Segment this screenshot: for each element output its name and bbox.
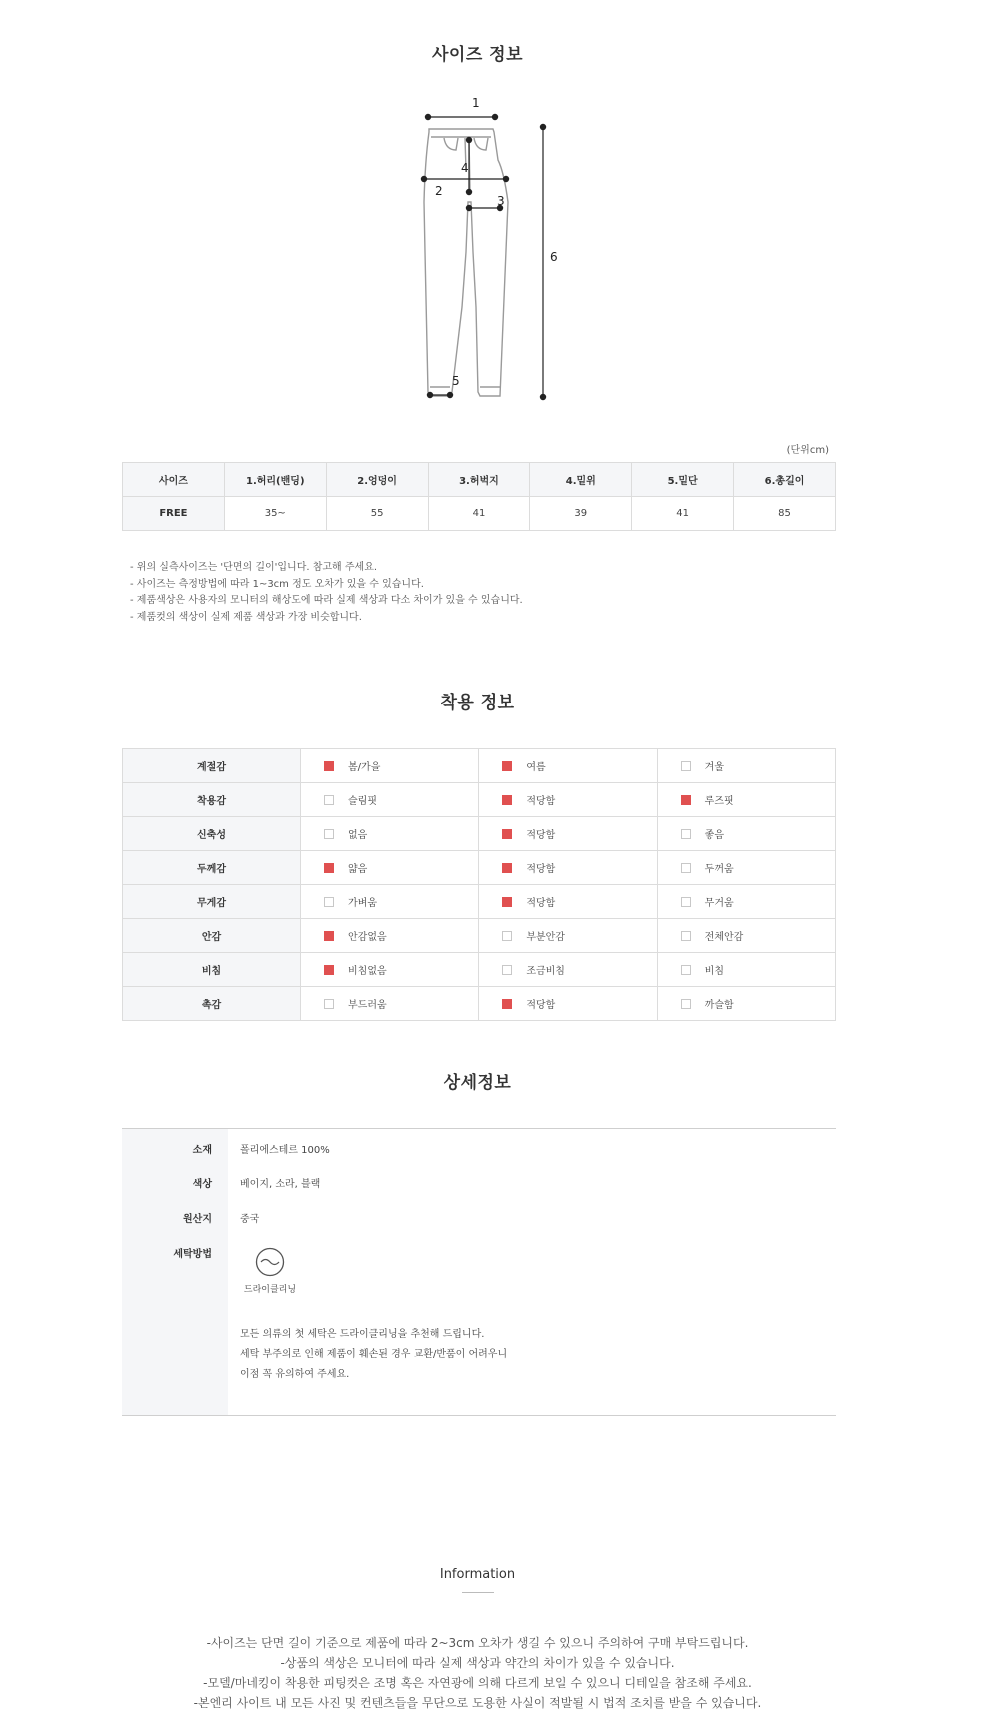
fit-option bbox=[479, 783, 657, 817]
fit-row bbox=[123, 919, 836, 953]
fit-table bbox=[122, 748, 836, 1021]
fit-option-label: 적당함 bbox=[526, 864, 556, 875]
fit-category: 신축성 bbox=[123, 817, 301, 851]
fit-category: 안감 bbox=[123, 919, 301, 953]
fit-option bbox=[479, 851, 657, 885]
size-header-cell: 3.허벅지 bbox=[428, 463, 530, 497]
fit-option-label: 비침 bbox=[704, 966, 724, 977]
detail-row-color bbox=[122, 1164, 836, 1199]
unchecked-box-icon bbox=[681, 761, 691, 771]
unchecked-box-icon bbox=[681, 965, 691, 975]
fit-row bbox=[123, 749, 836, 783]
checked-box-icon bbox=[681, 795, 691, 805]
detail-value: 중국 bbox=[240, 1214, 260, 1225]
size-header-cell: 5.밑단 bbox=[632, 463, 734, 497]
fit-option-label: 부분안감 bbox=[526, 932, 565, 943]
fit-option bbox=[479, 953, 657, 987]
fit-option bbox=[657, 749, 835, 783]
diagram-label-3: 3 bbox=[497, 194, 505, 208]
size-cell: 85 bbox=[734, 497, 836, 531]
fit-option bbox=[657, 953, 835, 987]
size-note: - 사이즈는 측정방법에 따라 1~3cm 정도 오차가 있을 수 있습니다. bbox=[130, 578, 424, 590]
diagram-label-4: 4 bbox=[461, 161, 469, 175]
unchecked-box-icon bbox=[502, 965, 512, 975]
fit-section-title: 착용 정보 bbox=[440, 693, 515, 713]
fit-row bbox=[123, 885, 836, 919]
fit-option-label: 무거움 bbox=[704, 898, 734, 909]
fit-option bbox=[479, 987, 657, 1021]
checked-box-icon bbox=[502, 761, 512, 771]
size-table-row bbox=[123, 497, 836, 531]
fit-option-label: 좋음 bbox=[704, 830, 724, 841]
fit-row bbox=[123, 987, 836, 1021]
detail-row-material bbox=[122, 1129, 836, 1164]
size-header-cell: 6.총길이 bbox=[734, 463, 836, 497]
fit-option bbox=[479, 817, 657, 851]
fit-option bbox=[301, 919, 479, 953]
fit-option-label: 두꺼움 bbox=[704, 864, 734, 875]
unchecked-box-icon bbox=[502, 931, 512, 941]
unchecked-box-icon bbox=[324, 999, 334, 1009]
unchecked-box-icon bbox=[324, 897, 334, 907]
detail-row-origin bbox=[122, 1199, 836, 1234]
fit-option bbox=[479, 885, 657, 919]
fit-option bbox=[301, 817, 479, 851]
fit-option bbox=[301, 987, 479, 1021]
size-cell: 35~ bbox=[224, 497, 326, 531]
fit-option bbox=[657, 851, 835, 885]
detail-value: 폴리에스테르 100% bbox=[240, 1145, 330, 1156]
information-divider bbox=[462, 1592, 494, 1593]
fit-option-label: 루즈핏 bbox=[704, 796, 734, 807]
fit-option bbox=[301, 749, 479, 783]
fit-option bbox=[301, 953, 479, 987]
fit-row bbox=[123, 783, 836, 817]
fit-option bbox=[301, 783, 479, 817]
size-section-title: 사이즈 정보 bbox=[431, 45, 524, 65]
size-cell: 39 bbox=[530, 497, 632, 531]
fit-option-label: 적당함 bbox=[526, 1000, 556, 1011]
unchecked-box-icon bbox=[324, 795, 334, 805]
checked-box-icon bbox=[502, 897, 512, 907]
fit-option-label: 가벼움 bbox=[348, 898, 377, 909]
diagram-label-2: 2 bbox=[435, 184, 443, 198]
wash-notes bbox=[240, 1325, 836, 1385]
fit-option-label: 얇음 bbox=[348, 864, 368, 875]
size-table bbox=[122, 462, 836, 531]
fit-option-label: 여름 bbox=[526, 762, 546, 773]
size-note: - 제품컷의 색상이 실제 제품 색상과 가장 비슷합니다. bbox=[130, 611, 362, 623]
fit-row bbox=[123, 953, 836, 987]
detail-label: 원산지 bbox=[122, 1199, 228, 1234]
fit-option bbox=[657, 783, 835, 817]
unchecked-box-icon bbox=[681, 931, 691, 941]
fit-option-label: 적당함 bbox=[526, 796, 556, 807]
fit-option-label: 봄/가을 bbox=[348, 762, 381, 773]
checked-box-icon bbox=[502, 829, 512, 839]
fit-option-label: 없음 bbox=[348, 830, 368, 841]
detail-section-title: 상세정보 bbox=[443, 1073, 512, 1093]
checked-box-icon bbox=[502, 863, 512, 873]
diagram-label-5: 5 bbox=[452, 374, 460, 388]
wash-note: 이점 꼭 유의하여 주세요. bbox=[240, 1369, 350, 1380]
fit-option bbox=[657, 817, 835, 851]
information-line: -사이즈는 단면 길이 기준으로 제품에 따라 2~3cm 오차가 생길 수 있으니 주의하여 구매 부탁드립니다. bbox=[206, 1636, 749, 1650]
size-header-cell: 4.밑위 bbox=[530, 463, 632, 497]
fit-category: 두께감 bbox=[123, 851, 301, 885]
unit-label: (단위cm) bbox=[786, 445, 829, 456]
fit-category: 착용감 bbox=[123, 783, 301, 817]
size-header-cell: 1.허리(밴딩) bbox=[224, 463, 326, 497]
fit-option bbox=[479, 919, 657, 953]
fit-option-label: 전체안감 bbox=[704, 932, 744, 943]
checked-box-icon bbox=[502, 795, 512, 805]
information-text bbox=[0, 1633, 955, 1713]
fit-option-label: 조금비침 bbox=[526, 966, 565, 977]
diagram-label-6: 6 bbox=[550, 250, 558, 264]
size-cell: FREE bbox=[123, 497, 225, 531]
fit-option bbox=[479, 749, 657, 783]
size-header-cell: 2.엉덩이 bbox=[326, 463, 428, 497]
pants-measurement-diagram bbox=[400, 92, 580, 412]
information-line: -모델/마네킹이 착용한 피팅컷은 조명 혹은 자연광에 의해 다르게 보일 수 있으니 디테일을 참조해 주세요. bbox=[203, 1676, 752, 1690]
fit-category: 무게감 bbox=[123, 885, 301, 919]
unchecked-box-icon bbox=[681, 897, 691, 907]
fit-category: 계절감 bbox=[123, 749, 301, 783]
fit-option-label: 겨울 bbox=[704, 762, 724, 773]
dry-clean-icon bbox=[254, 1246, 286, 1278]
diagram-label-1: 1 bbox=[472, 96, 480, 110]
fit-option-label: 적당함 bbox=[526, 830, 556, 841]
wash-note: 세탁 부주의로 인해 제품이 훼손된 경우 교환/반품이 어려우니 bbox=[240, 1349, 508, 1360]
detail-table bbox=[122, 1128, 836, 1416]
size-cell: 41 bbox=[632, 497, 734, 531]
fit-option bbox=[657, 885, 835, 919]
checked-box-icon bbox=[324, 863, 334, 873]
information-title: Information bbox=[439, 1567, 516, 1582]
fit-option-label: 안감없음 bbox=[348, 932, 387, 943]
unchecked-box-icon bbox=[681, 829, 691, 839]
size-cell: 55 bbox=[326, 497, 428, 531]
fit-option-label: 슬림핏 bbox=[348, 796, 377, 807]
unchecked-box-icon bbox=[324, 829, 334, 839]
detail-label: 소재 bbox=[122, 1129, 228, 1164]
size-table-header-row bbox=[123, 463, 836, 497]
size-cell: 41 bbox=[428, 497, 530, 531]
information-line: -상품의 색상은 모니터에 따라 실제 색상과 약간의 차이가 있을 수 있습니다. bbox=[280, 1656, 675, 1670]
fit-option-label: 까슬함 bbox=[704, 1000, 734, 1011]
checked-box-icon bbox=[324, 965, 334, 975]
fit-option bbox=[301, 851, 479, 885]
detail-row-wash bbox=[122, 1234, 836, 1415]
size-notes bbox=[130, 560, 523, 626]
checked-box-icon bbox=[502, 999, 512, 1009]
fit-option bbox=[657, 987, 835, 1021]
fit-option-label: 부드러움 bbox=[348, 1000, 387, 1011]
fit-category: 촉감 bbox=[123, 987, 301, 1021]
fit-row bbox=[123, 851, 836, 885]
size-note: - 위의 실측사이즈는 '단면의 길이'입니다. 참고해 주세요. bbox=[130, 562, 378, 573]
wash-note: 모든 의류의 첫 세탁은 드라이클리닝을 추천해 드립니다. bbox=[240, 1329, 485, 1340]
checked-box-icon bbox=[324, 761, 334, 771]
size-header-cell: 사이즈 bbox=[123, 463, 225, 497]
size-note: - 제품색상은 사용자의 모니터의 해상도에 따라 실제 색상과 다소 차이가 있을 수 있습니다. bbox=[130, 595, 523, 606]
fit-option bbox=[657, 919, 835, 953]
wash-icon-block bbox=[240, 1246, 300, 1295]
unchecked-box-icon bbox=[681, 999, 691, 1009]
fit-row bbox=[123, 817, 836, 851]
detail-value: 베이지, 소라, 블랙 bbox=[240, 1179, 321, 1190]
detail-label: 색상 bbox=[122, 1164, 228, 1199]
information-line: -본엔리 사이트 내 모든 사진 및 컨텐츠들을 무단으로 도용한 사실이 적발될 시 법적 조치를 받을 수 있습니다. bbox=[193, 1696, 762, 1710]
detail-label: 세탁방법 bbox=[122, 1234, 228, 1415]
fit-category: 비침 bbox=[123, 953, 301, 987]
checked-box-icon bbox=[324, 931, 334, 941]
fit-option-label: 비침없음 bbox=[348, 966, 387, 977]
wash-icon-caption: 드라이클리닝 bbox=[243, 1285, 297, 1295]
wash-info bbox=[228, 1234, 836, 1415]
fit-option bbox=[301, 885, 479, 919]
unchecked-box-icon bbox=[681, 863, 691, 873]
fit-option-label: 적당함 bbox=[526, 898, 556, 909]
